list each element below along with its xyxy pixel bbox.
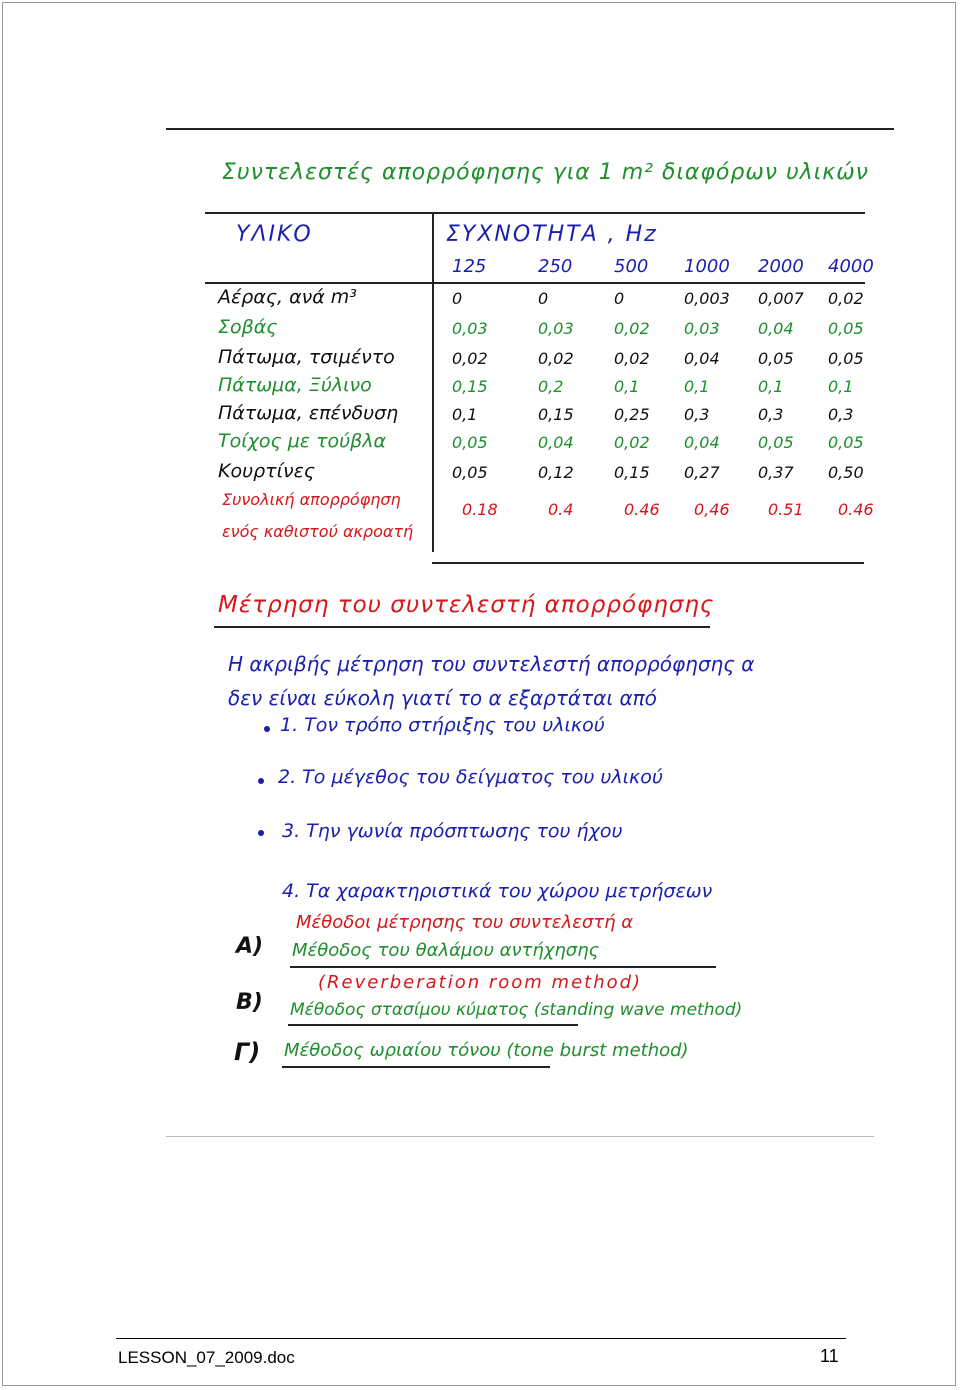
table-cell: 0,02: [614, 319, 650, 338]
list-item-1: 1. Τον τρόπο στήριξης του υλικού: [280, 714, 605, 736]
material-header: ΥΛΙΚΟ: [236, 222, 313, 247]
table-cell: 0,003: [684, 289, 730, 308]
method-c-underline: [282, 1066, 550, 1068]
list-item-2: 2. Το μέγεθος του δείγματος του υλικού: [278, 766, 663, 788]
total-value-cell: 0,46: [694, 500, 730, 519]
table-cell: 0,05: [828, 433, 864, 452]
total-value-cell: 0.46: [838, 500, 874, 519]
scan-bottom-edge: [166, 1136, 874, 1137]
table-cell: 0,1: [758, 377, 784, 396]
bullet-3: [258, 830, 264, 836]
footer-filename: LESSON_07_2009.doc: [118, 1348, 295, 1367]
table-header-rule: [205, 282, 865, 284]
table-cell: 0,12: [538, 463, 574, 482]
method-b-line1: Μέθοδος στασίμου κύματος (standing wave method): [290, 1000, 743, 1020]
table-cell: 0,05: [452, 433, 488, 452]
table-cell: 0,05: [828, 319, 864, 338]
total-value-cell: 0.4: [548, 500, 574, 519]
method-b-underline: [288, 1024, 578, 1026]
table-cell: 0,05: [452, 463, 488, 482]
table-cell: 0,1: [684, 377, 710, 396]
table-row-material: Αέρας, ανά m³: [218, 286, 357, 308]
table-cell: 0,3: [828, 405, 854, 424]
total-value-cell: 0.18: [462, 500, 498, 519]
table-cell: 0,15: [452, 377, 488, 396]
frequency-header: ΣΥΧΝΟΤΗΤΑ , Hz: [446, 222, 658, 247]
table-cell: 0,02: [614, 433, 650, 452]
total-value-cell: 0.46: [624, 500, 660, 519]
table-cell: 0,3: [758, 405, 784, 424]
page-title: Συντελεστές απορρόφησης για 1 m² διαφόρων υλικών: [222, 160, 869, 185]
method-a-marker: Α): [236, 934, 264, 959]
frequency-header-cell: 2000: [758, 256, 804, 277]
frequency-header-cell: 4000: [828, 256, 874, 277]
section-title: Μέτρηση του συντελεστή απορρόφησης: [218, 592, 715, 618]
method-a-line1: Μέθοδος του θαλάμου αντήχησης: [292, 940, 600, 961]
table-row-material: Πάτωμα, επένδυση: [218, 402, 399, 424]
section-title-underline: [214, 626, 710, 628]
table-cell: 0,03: [538, 319, 574, 338]
table-cell: 0,25: [614, 405, 650, 424]
table-bottom-rule: [432, 562, 864, 564]
methods-title: Μέθοδοι μέτρησης του συντελεστή α: [296, 912, 634, 933]
table-cell: 0,02: [828, 289, 864, 308]
bullet-2: [258, 778, 264, 784]
list-item-3: 3. Την γωνία πρόσπτωσης του ήχου: [282, 820, 623, 842]
table-cell: 0,05: [828, 349, 864, 368]
bullet-1: [264, 726, 270, 732]
total-label-2: ενός καθιστού ακροατή: [222, 522, 414, 541]
table-cell: 0,1: [452, 405, 478, 424]
total-value-cell: 0.51: [768, 500, 804, 519]
table-cell: 0,50: [828, 463, 864, 482]
table-cell: 0,2: [538, 377, 564, 396]
frequency-header-cell: 250: [538, 256, 573, 277]
frequency-header-cell: 500: [614, 256, 649, 277]
method-b-marker: Β): [236, 990, 263, 1015]
table-cell: 0,03: [452, 319, 488, 338]
table-cell: 0,15: [538, 405, 574, 424]
footer-page-number: 11: [820, 1346, 839, 1366]
table-row-material: Πάτωμα, τσιμέντο: [218, 346, 395, 368]
table-vertical-rule: [432, 212, 434, 552]
table-cell: 0: [614, 289, 625, 308]
table-cell: 0,27: [684, 463, 720, 482]
method-c-marker: Γ): [234, 1038, 261, 1066]
table-cell: 0,1: [614, 377, 640, 396]
table-cell: 0,15: [614, 463, 650, 482]
table-cell: 0,04: [758, 319, 794, 338]
table-cell: 0,03: [684, 319, 720, 338]
table-row-material: Τοίχος με τούβλα: [218, 430, 387, 452]
frequency-header-cell: 125: [452, 256, 487, 277]
method-a-line2: (Reverberation room method): [318, 972, 643, 993]
footer-rule: [116, 1338, 846, 1339]
table-cell: 0,05: [758, 433, 794, 452]
table-cell: 0,04: [684, 349, 720, 368]
table-row-material: Πάτωμα, Ξύλινο: [218, 374, 372, 396]
top-rule: [166, 128, 894, 130]
table-cell: 0,3: [684, 405, 710, 424]
method-c-line1: Μέθοδος ωριαίου τόνου (tone burst method): [284, 1040, 689, 1061]
intro-line-2: δεν είναι εύκολη γιατί το α εξαρτάται από: [228, 686, 657, 710]
table-cell: 0,04: [538, 433, 574, 452]
table-cell: 0: [538, 289, 549, 308]
table-cell: 0,37: [758, 463, 794, 482]
intro-line-1: Η ακριβής μέτρηση του συντελεστή απορρόφησης α: [228, 652, 755, 676]
table-cell: 0,02: [452, 349, 488, 368]
frequency-header-cell: 1000: [684, 256, 730, 277]
table-row-material: Σοβάς: [218, 316, 278, 338]
table-cell: 0: [452, 289, 463, 308]
total-label-1: Συνολική απορρόφηση: [222, 490, 401, 509]
table-row-material: Κουρτίνες: [218, 460, 316, 482]
method-a-underline: [290, 966, 716, 968]
table-cell: 0,05: [758, 349, 794, 368]
table-cell: 0,02: [538, 349, 574, 368]
list-item-4: 4. Τα χαρακτηριστικά του χώρου μετρήσεων: [282, 880, 713, 902]
table-cell: 0,02: [614, 349, 650, 368]
table-cell: 0,04: [684, 433, 720, 452]
table-cell: 0,007: [758, 289, 804, 308]
table-cell: 0,1: [828, 377, 854, 396]
table-top-rule: [205, 212, 865, 214]
